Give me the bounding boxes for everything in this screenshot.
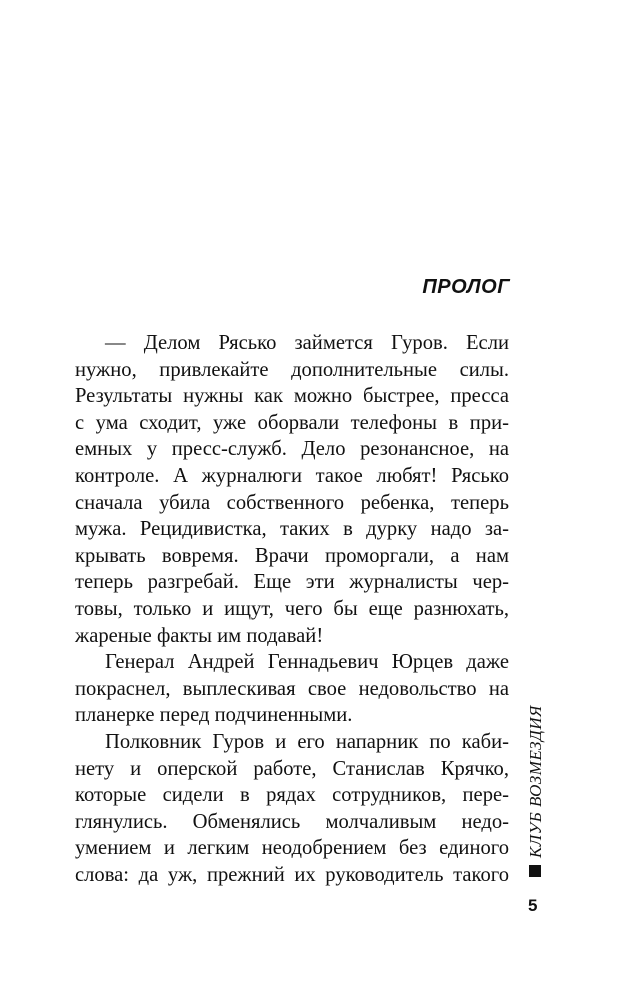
text-line: контроле. А журналюги такое любят! Рясько xyxy=(75,464,509,487)
text-line: крывать вовремя. Врачи проморгали, а нам xyxy=(75,544,509,567)
text-line: с ума сходит, уже оборвали телефоны в при- xyxy=(75,411,509,434)
text-line: умением и легким неодобрением без единого xyxy=(75,837,509,860)
text-line: жареные факты им подавай! xyxy=(75,624,324,647)
text-line: нету и оперской работе, Станислав Крячко, xyxy=(75,757,509,780)
chapter-heading: ПРОЛОГ xyxy=(422,276,510,298)
text-line: глянулись. Обменялись молчаливым недо- xyxy=(75,810,509,833)
text-line: мужа. Рецидивистка, таких в дурку надо за- xyxy=(75,518,509,541)
text-line: которые сидели в рядах сотрудников, пере- xyxy=(75,784,509,807)
text-line: — Делом Рясько займется Гуров. Если xyxy=(105,332,509,354)
paragraph xyxy=(75,649,509,729)
square-marker-icon xyxy=(529,865,541,877)
text-line: Полковник Гуров и его напарник по каби- xyxy=(105,730,509,753)
running-title: КЛУБ ВОЗМЕЗДИЯ xyxy=(526,705,545,858)
text-line: товы, только и ищут, чего бы еще разнюхать, xyxy=(75,597,509,620)
text-line: покраснел, выплескивая свое недовольство на xyxy=(75,677,509,700)
page-number: 5 xyxy=(528,896,538,915)
text-line: теперь разгребай. Еще эти журналисты чер- xyxy=(75,571,509,594)
text-line: слова: да уж, прежний их руководитель такого xyxy=(75,863,509,886)
paragraph xyxy=(75,330,509,649)
text-line: Генерал Андрей Геннадьевич Юрцев даже xyxy=(105,651,509,674)
text-line: нужно, привлекайте дополнительные силы. xyxy=(75,358,509,381)
text-line: планерке перед подчиненными. xyxy=(75,704,353,727)
paragraph xyxy=(75,729,509,889)
text-line: Результаты нужны как можно быстрее, пресса xyxy=(75,385,509,408)
text-line: сначала убила собственного ребенка, теперь xyxy=(75,491,509,514)
chapter-body xyxy=(75,330,509,888)
text-line: емных у пресс-служб. Дело резонансное, на xyxy=(75,438,509,461)
